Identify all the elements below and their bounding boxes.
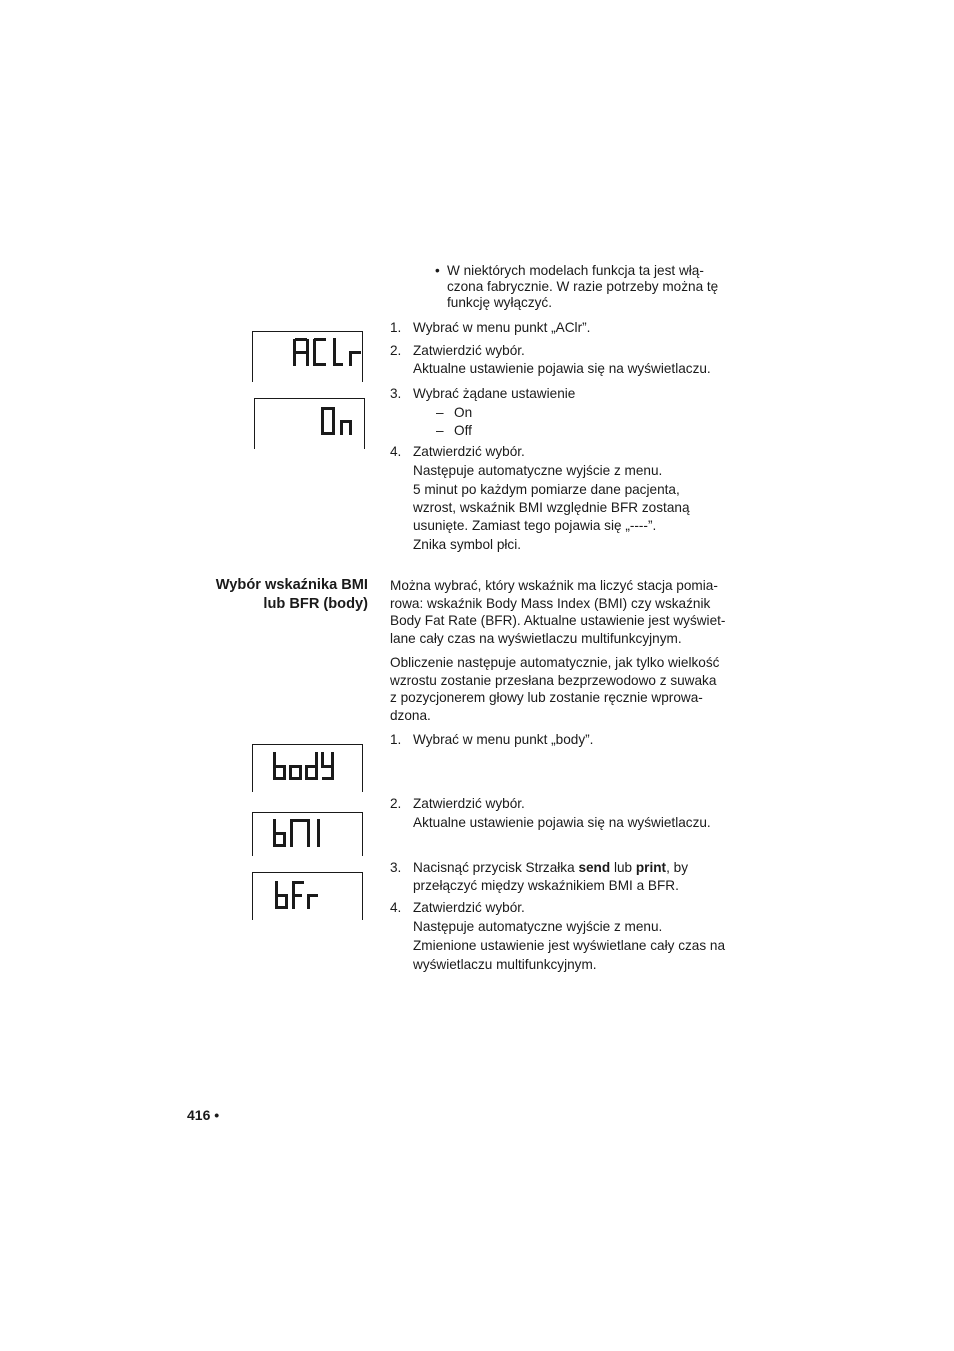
step-number: 4. — [390, 444, 402, 459]
step-text — [413, 859, 688, 877]
step-text: Znika symbol płci. — [413, 537, 522, 552]
intro-line: funkcję wyłączyć. — [447, 295, 553, 310]
step-text-part: lub — [610, 860, 636, 875]
page-number: 416 • — [187, 1107, 220, 1123]
step-text: Wybrać w menu punkt „AClr”. — [413, 320, 591, 335]
paragraph-line: Można wybrać, który wskaźnik ma liczyć stacja pomia- — [390, 578, 718, 593]
lcd-display-bmi — [252, 812, 363, 856]
option-dash: – — [436, 423, 444, 438]
intro-line: W niektórych modelach funkcja ta jest włą- — [447, 263, 704, 278]
option-off: Off — [454, 423, 472, 438]
paragraph-line: rowa: wskaźnik Body Mass Index (BMI) czy wskaźnik — [390, 596, 711, 611]
step-text: Zmienione ustawienie jest wyświetlane cały czas na — [413, 938, 726, 953]
paragraph-line: Obliczenie następuje automatycznie, jak tylko wielkość — [390, 655, 720, 670]
step-text: Zatwierdzić wybór. — [413, 900, 525, 915]
step-text: Zatwierdzić wybór. — [413, 343, 525, 358]
heading-line: Wybór wskaźnika BMI — [215, 577, 368, 593]
section-heading — [150, 576, 368, 614]
heading-line: lub BFR (body) — [263, 596, 368, 612]
step-number: 2. — [390, 796, 402, 811]
lcd-display-on — [254, 398, 365, 449]
lcd-display-bfr — [252, 872, 363, 920]
step-text-part: Nacisnąć przycisk Strzałka — [413, 860, 579, 875]
paragraph-line: z pozycjonerem głowy lub zostanie ręcznie wprowa- — [390, 690, 703, 705]
step-text-part: , by — [666, 860, 688, 875]
step-number: 2. — [390, 343, 402, 358]
step-number: 3. — [390, 860, 402, 875]
paragraph-line: wzrostu zostanie przesłana bezprzewodowo z suwaka — [390, 673, 717, 688]
intro-line: czona fabrycznie. W razie potrzeby można tę — [447, 279, 719, 294]
step-text: wyświetlaczu multifunkcyjnym. — [413, 957, 597, 972]
step-text: Następuje automatyczne wyjście z menu. — [413, 919, 663, 934]
step-text: Wybrać w menu punkt „body”. — [413, 732, 594, 747]
step-number: 4. — [390, 900, 402, 915]
step-text: Aktualne ustawienie pojawia się na wyświetlaczu. — [413, 361, 711, 376]
lcd-text-bfr — [275, 881, 319, 911]
step-text: 5 minut po każdym pomiarze dane pacjenta, — [413, 482, 680, 497]
option-on: On — [454, 405, 473, 420]
step-number: 3. — [390, 386, 402, 401]
step-text: usunięte. Zamiast tego pojawia się „----”. — [413, 518, 657, 533]
step-text: Następuje automatyczne wyjście z menu. — [413, 463, 663, 478]
lcd-display-body — [252, 744, 363, 792]
lcd-text-bmi — [273, 819, 323, 849]
bullet: • — [435, 263, 440, 278]
lcd-text-body — [273, 752, 335, 782]
step-text: Wybrać żądane ustawienie — [413, 386, 576, 401]
print-key-label: print — [635, 860, 667, 875]
step-number: 1. — [390, 732, 402, 747]
lcd-text-on — [321, 407, 355, 437]
step-text: Zatwierdzić wybór. — [413, 796, 525, 811]
step-text: Aktualne ustawienie pojawia się na wyświetlaczu. — [413, 815, 711, 830]
lcd-display-aclr — [252, 331, 363, 382]
paragraph-line: lane cały czas na wyświetlaczu multifunkcyjnym. — [390, 631, 682, 646]
send-key-label: send — [578, 860, 611, 875]
paragraph-line: Body Fat Rate (BFR). Aktualne ustawienie jest wyświet- — [390, 613, 726, 628]
option-dash: – — [436, 405, 444, 420]
lcd-text-aclr — [293, 338, 363, 368]
step-number: 1. — [390, 320, 402, 335]
step-text: Zatwierdzić wybór. — [413, 444, 525, 459]
step-text: wzrost, wskaźnik BMI względnie BFR zostaną — [413, 500, 690, 515]
paragraph-line: dzona. — [390, 708, 431, 723]
step-text: przełączyć między wskaźnikiem BMI a BFR. — [413, 878, 679, 893]
